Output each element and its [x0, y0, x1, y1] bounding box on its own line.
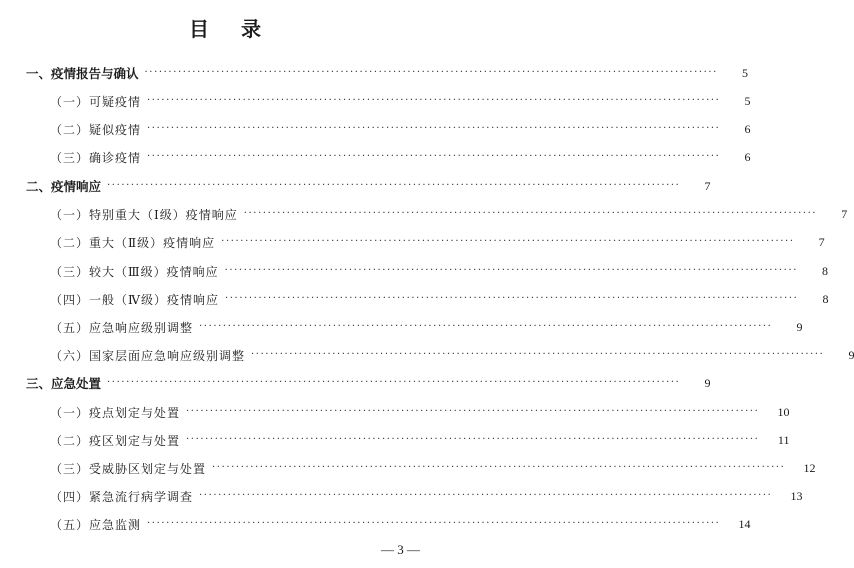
toc-leader-dots: ························································································································ [225, 293, 799, 304]
toc-entry-page: 13 [790, 488, 803, 503]
toc-entry-label: （三）受威胁区划定与处置 [50, 461, 207, 476]
toc-subsection-entry[interactable] [0, 119, 751, 139]
toc-entry-page: 8 [822, 263, 829, 278]
toc-entry-page: 9 [848, 347, 854, 362]
toc-leader-dots: ························································································································ [221, 236, 795, 247]
toc-entry-page: 6 [744, 121, 751, 136]
toc-entry-page: 8 [822, 291, 829, 306]
toc-entry-label: （四）一般（Ⅳ级）疫情响应 [50, 292, 219, 307]
toc-entry-label: （二）重大（Ⅱ级）疫情响应 [50, 235, 216, 250]
toc-leader-dots: ························································································································ [199, 321, 773, 332]
toc-entry-page: 10 [777, 404, 790, 419]
toc-entry-page: 6 [744, 149, 751, 164]
toc-leader-dots: ························································································································ [186, 406, 760, 417]
toc-leader-dots: ························································································································ [147, 95, 721, 106]
toc-entry-label: （一）特别重大（Ⅰ级）疫情响应 [50, 207, 238, 222]
toc-entry-page: 9 [796, 319, 803, 334]
page-number-footer: — 3 — [381, 542, 420, 557]
toc-entry-page: 14 [738, 516, 751, 531]
toc-leader-dots: ························································································································ [107, 377, 681, 388]
toc-leader-dots: ························································································································ [147, 123, 721, 134]
toc-entry-label: 三、应急处置 [26, 376, 102, 391]
toc-subsection-entry[interactable] [0, 204, 848, 224]
toc-leader-dots: ························································································································ [199, 490, 773, 501]
toc-leader-dots: ························································································································ [186, 434, 760, 445]
toc-leader-dots: ························································································································ [147, 151, 721, 162]
toc-entry-label: 一、疫情报告与确认 [26, 66, 139, 81]
toc-entry-label: （二）疫区划定与处置 [50, 433, 181, 448]
toc-entry-label: （一）可疑疫情 [50, 94, 142, 109]
toc-entry-page: 7 [818, 234, 825, 249]
toc-leader-dots: ························································································································ [251, 349, 825, 360]
toc-leader-dots: ························································································································ [147, 518, 721, 529]
toc-subsection-entry[interactable] [0, 147, 751, 167]
toc-subsection-entry[interactable] [0, 91, 751, 111]
toc-entry-page: 5 [741, 65, 748, 80]
toc-subsection-entry[interactable] [0, 345, 854, 365]
toc-entry-page: 7 [841, 206, 848, 221]
toc-subsection-entry[interactable] [0, 402, 790, 422]
page-title [0, 13, 450, 42]
toc-subsection-entry[interactable] [0, 486, 803, 506]
toc-leader-dots: ························································································································ [107, 180, 681, 191]
toc-entry-label: （三）确诊疫情 [50, 150, 142, 165]
toc-entry-label: （六）国家层面应急响应级别调整 [50, 348, 246, 363]
toc-leader-dots: ························································································································ [243, 208, 818, 219]
title-char-1: 目 [189, 17, 209, 41]
toc-entry-page: 12 [803, 460, 816, 475]
toc-leader-dots: ························································································································ [144, 67, 718, 78]
toc-entry-page: 9 [704, 375, 711, 390]
toc-entry-label: （一）疫点划定与处置 [50, 405, 181, 420]
toc-entry-label: （三）较大（Ⅲ级）疫情响应 [50, 264, 219, 279]
toc-entry-page: 7 [704, 178, 711, 193]
toc-subsection-entry[interactable] [0, 458, 816, 478]
toc-entry-label: （二）疑似疫情 [50, 122, 142, 137]
toc-section-entry[interactable] [0, 176, 711, 196]
toc-entry-page: 5 [744, 93, 751, 108]
toc-entry-label: （四）紧急流行病学调查 [50, 489, 194, 504]
toc-subsection-entry[interactable] [0, 232, 825, 252]
toc-entry-label: 二、疫情响应 [26, 179, 102, 194]
toc-entry-label: （五）应急监测 [50, 517, 142, 532]
toc-entry-label: （五）应急响应级别调整 [50, 320, 194, 335]
toc-section-entry[interactable] [0, 373, 711, 393]
toc-leader-dots: ························································································································ [224, 265, 799, 276]
toc-subsection-entry[interactable] [0, 430, 790, 450]
toc-subsection-entry[interactable] [0, 261, 829, 281]
toc-subsection-entry[interactable] [0, 317, 803, 337]
toc-entry-page: 11 [777, 432, 790, 447]
title-char-2: 录 [241, 17, 261, 41]
toc-section-entry[interactable] [0, 63, 748, 83]
toc-subsection-entry[interactable] [0, 289, 829, 309]
toc-leader-dots: ························································································································ [212, 462, 786, 473]
toc-subsection-entry[interactable] [0, 514, 751, 534]
